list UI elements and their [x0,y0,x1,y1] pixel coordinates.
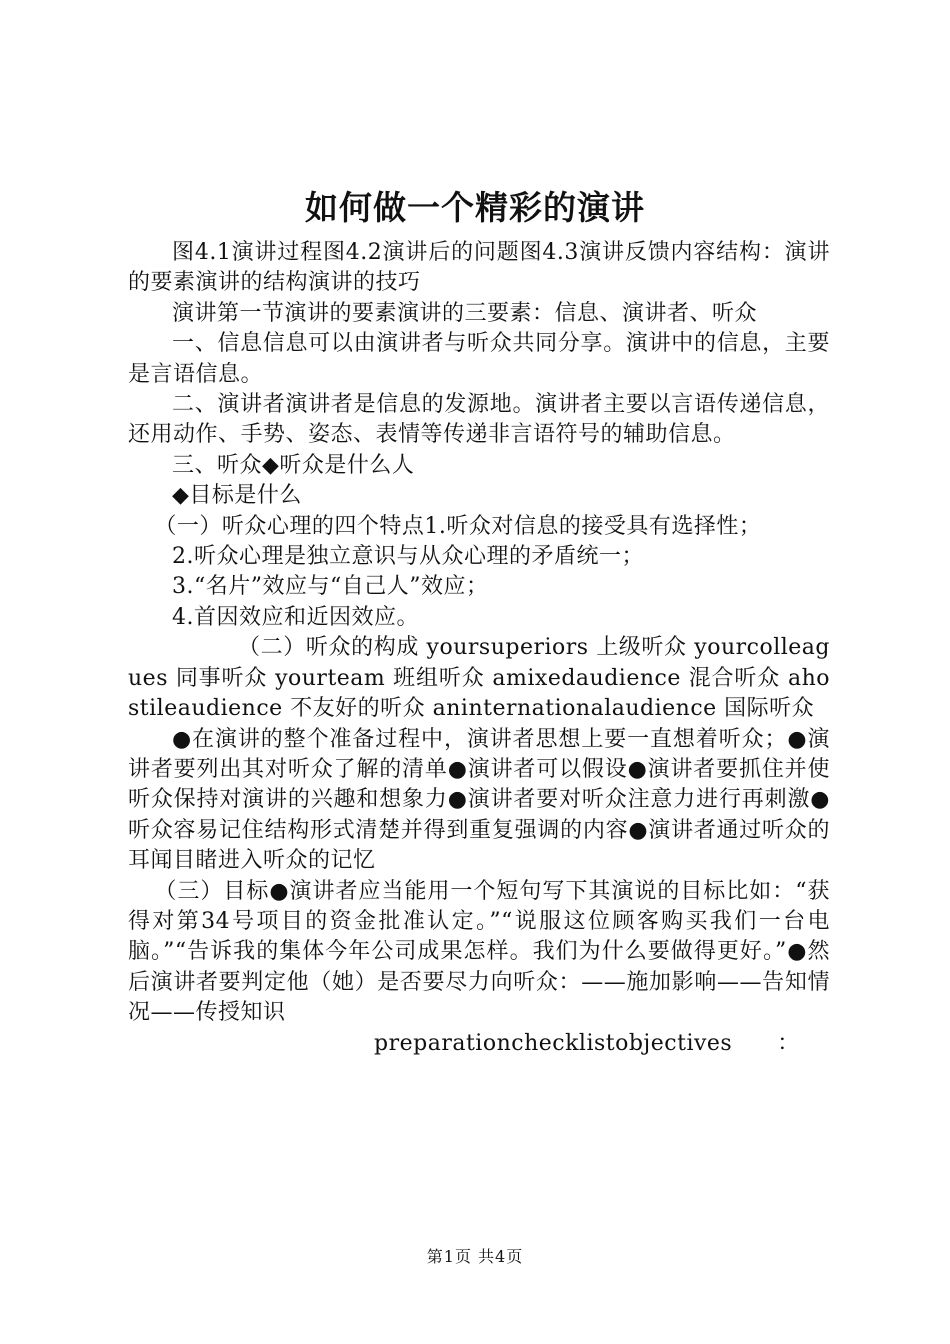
paragraph-intro: 图4.1演讲过程图4.2演讲后的问题图4.3演讲反馈内容结构：演讲的要素演讲的结构演讲的技巧 [128,240,830,296]
paragraph-audience: 三、听众◆听众是什么人 [172,452,415,478]
paragraph-elements: 演讲第一节演讲的要素演讲的三要素：信息、演讲者、听众 [172,300,758,326]
document-title: 如何做一个精彩的演讲 [305,188,645,227]
paragraph-point-3: 3.“名片”效应与“自己人”效应； [172,574,489,600]
paragraph-checklist: preparationchecklistobjectives ： [374,1030,800,1056]
document-body [128,238,830,1059]
page-footer: 第1页 共4页 [426,1247,524,1266]
paragraph-audience-composition: （二）听众的构成 yoursuperiors 上级听众 yourcolleagues 同事听众 yourteam 班组听众 amixedaudience 混合听众 ahostileaudience 不友好的听众 aninternationalaudience 国际听众 [128,635,830,722]
paragraph-preparation: ●在演讲的整个准备过程中，演讲者思想上要一直想着听众；●演讲者要列出其对听众了解的清单●演讲者可以假设●演讲者要抓住并使听众保持对演讲的兴趣和想象力●演讲者要对听众注意力进行再刺激●听众容易记住结构形式清楚并得到重复强调的内容●演讲者通过听众的耳闻目睹进入听众的记忆 [128,726,830,874]
paragraph-point-2: 2.听众心理是独立意识与从众心理的矛盾统一； [172,544,644,570]
paragraph-objectives: （三）目标●演讲者应当能用一个短句写下其演说的目标比如：“获得对第34号项目的资金批准认定。”“说服这位顾客购买我们一台电脑。”“告诉我的集体今年公司成果怎样。我们为什么要做得更好。”●然后演讲者要判定他（她）是否要尽力向听众：——施加影响——告知情况——传授知识 [128,878,830,1026]
paragraph-point-4: 4.首因效应和近因效应。 [172,604,419,630]
paragraph-information: 一、信息信息可以由演讲者与听众共同分享。演讲中的信息，主要是言语信息。 [128,331,830,387]
paragraph-speaker: 二、演讲者演讲者是信息的发源地。演讲者主要以言语传递信息，还用动作、手势、姿态、表情等传递非言语符号的辅助信息。 [128,392,830,448]
paragraph-goal-question: ◆目标是什么 [172,483,302,509]
paragraph-audience-psychology: （一）听众心理的四个特点1.听众对信息的接受具有选择性； [154,513,762,539]
